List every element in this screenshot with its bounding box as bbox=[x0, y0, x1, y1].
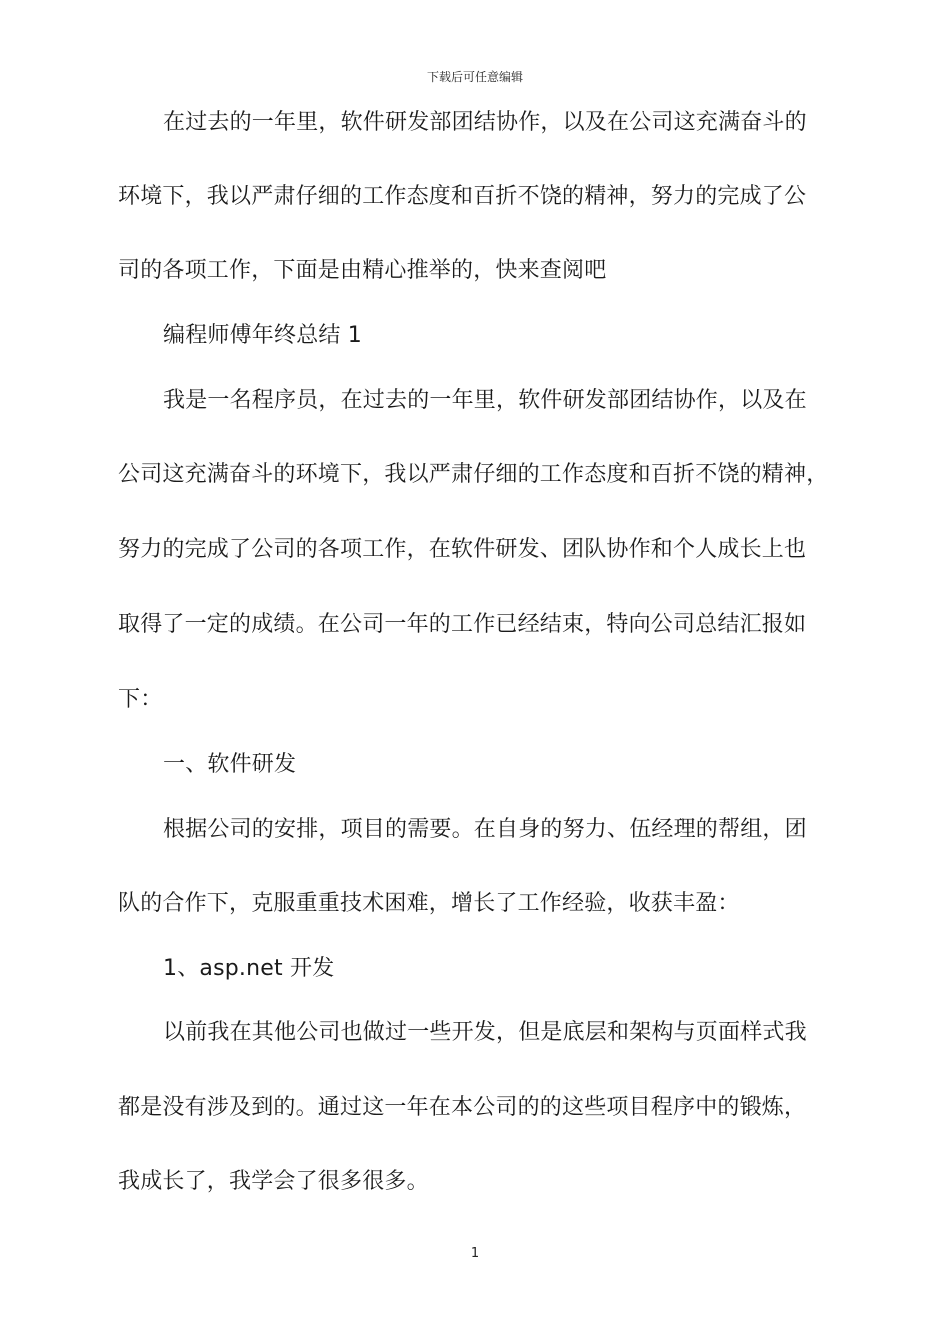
section-heading: 一、软件研发 bbox=[163, 752, 297, 777]
paragraph-line: 取得了一定的成绩。在公司一年的工作已经结束，特向公司总结汇报如 bbox=[118, 612, 807, 637]
paragraph-line: 根据公司的安排，项目的需要。在自身的努力、伍经理的帮组，团 bbox=[163, 817, 807, 842]
paragraph-line: 队的合作下，克服重重技术困难，增长了工作经验，收获丰盈： bbox=[118, 891, 740, 916]
paragraph-line: 环境下，我以严肃仔细的工作态度和百折不饶的精神，努力的完成了公 bbox=[118, 184, 807, 209]
paragraph-line: 以前我在其他公司也做过一些开发，但是底层和架构与页面样式我 bbox=[163, 1020, 807, 1045]
subsection-heading: 1、asp.net 开发 bbox=[163, 956, 335, 981]
paragraph-line: 我成长了，我学会了很多很多。 bbox=[118, 1169, 429, 1194]
paragraph-line: 下： bbox=[118, 687, 163, 712]
paragraph-line: 司的各项工作，下面是由精心推举的，快来查阅吧 bbox=[118, 258, 607, 283]
paragraph-line: 努力的完成了公司的各项工作，在软件研发、团队协作和个人成长上也 bbox=[118, 537, 807, 562]
paragraph-line: 在过去的一年里，软件研发部团结协作，以及在公司这充满奋斗的 bbox=[163, 110, 807, 135]
paragraph-line: 公司这充满奋斗的环境下，我以严肃仔细的工作态度和百折不饶的精神， bbox=[118, 462, 829, 487]
page-header: 下载后可任意编辑 bbox=[426, 70, 523, 84]
section-heading: 编程师傅年终总结 1 bbox=[163, 323, 362, 348]
paragraph-line: 我是一名程序员，在过去的一年里，软件研发部团结协作，以及在 bbox=[163, 388, 807, 413]
paragraph-line: 都是没有涉及到的。通过这一年在本公司的的这些项目程序中的锻炼， bbox=[118, 1095, 807, 1120]
page-number: 1 bbox=[470, 1246, 480, 1261]
